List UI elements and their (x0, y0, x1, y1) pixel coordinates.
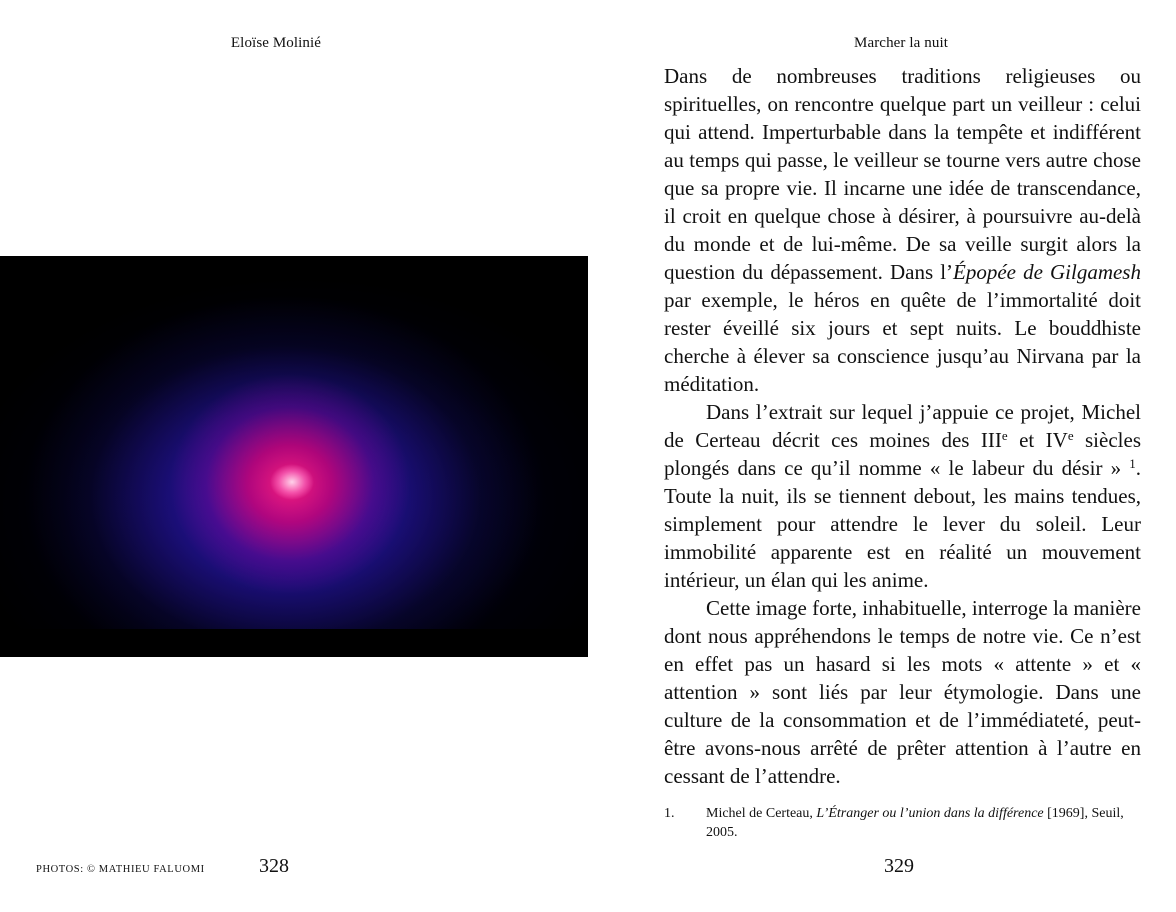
footnote (664, 804, 1142, 842)
body-text (664, 62, 1141, 790)
running-head-author: Eloïse Molinié (230, 35, 322, 51)
paragraph-1-text-b: par exemple, le héros en quête de l’immortalité doit rester éveillé six jours et sept nuits. Le bouddhiste cherche à élever sa conscience jusqu’au Nirvana par la méditation. (664, 288, 1141, 396)
superscript-e: e (1001, 428, 1008, 443)
paragraph-2 (664, 398, 1141, 594)
footnote-book-title: L’Étranger ou l’union dans la différence (816, 806, 1044, 821)
photo-credit: PHOTOS: © MATHIEU FALUOMI (36, 864, 205, 875)
paragraph-3: Cette image forte, inhabituelle, interroge la manière dont nous appréhendons le temps de notre vie. Ce n’est en effet pas un hasard si les mots « attente » et « attention » sont liés par leur étymologie. Dans une culture de la consommation et de l’immédiateté, peut-être avons-nous arrêté de prêter attention à l’autre en cessant de l’attendre. (664, 596, 1141, 788)
work-title-gilgamesh: Épopée de Gilgamesh (953, 260, 1141, 284)
paragraph-1 (664, 62, 1141, 398)
photo-light-glow (0, 256, 588, 657)
paragraph-2-text-b: et IV (1007, 428, 1068, 452)
paragraph-2-text-c: siècles plongés dans ce qu’il nomme « le labeur du désir » (664, 428, 1141, 480)
footnote-author: Michel de Certeau, (706, 806, 817, 821)
right-page (588, 0, 1176, 912)
footnote-text (706, 804, 1142, 842)
page-number-left: 328 (259, 855, 289, 877)
paragraph-1-text-a: Dans de nombreuses traditions religieuses ou spirituelles, on rencontre quelque part un veilleur : celui qui attend. Imperturbable dans la tempête et indifférent au temps qui passe, le veilleur se tourne vers autre chose que sa propre vie. Il incarne une idée de transcendance, il croit en quelque chose à désirer, à poursuivre au-delà du monde et de lui-même. De sa veille surgit alors la question du dépassement. Dans l’ (664, 64, 1141, 284)
page-number-right: 329 (884, 855, 914, 877)
paragraph-2-text-a: Dans l’extrait sur lequel j’appuie ce projet, Michel de Certeau décrit ces moines des III (664, 400, 1141, 452)
footnote-reference[interactable]: 1 (1129, 456, 1136, 471)
footnote-number: 1. (664, 806, 675, 821)
footnote-publication: [1969], Seuil, 2005. (706, 806, 1124, 840)
paragraph-2-text-d: . Toute la nuit, ils se tiennent debout, les mains tendues, simplement pour attendre le lever du soleil. Leur immobilité apparente est en réalité un mouvement intérieur, un élan qui les anime. (664, 456, 1141, 592)
superscript-e: e (1067, 428, 1074, 443)
photograph (0, 256, 588, 657)
running-head-title: Marcher la nuit (854, 35, 948, 51)
photo-dark-band (0, 629, 588, 657)
